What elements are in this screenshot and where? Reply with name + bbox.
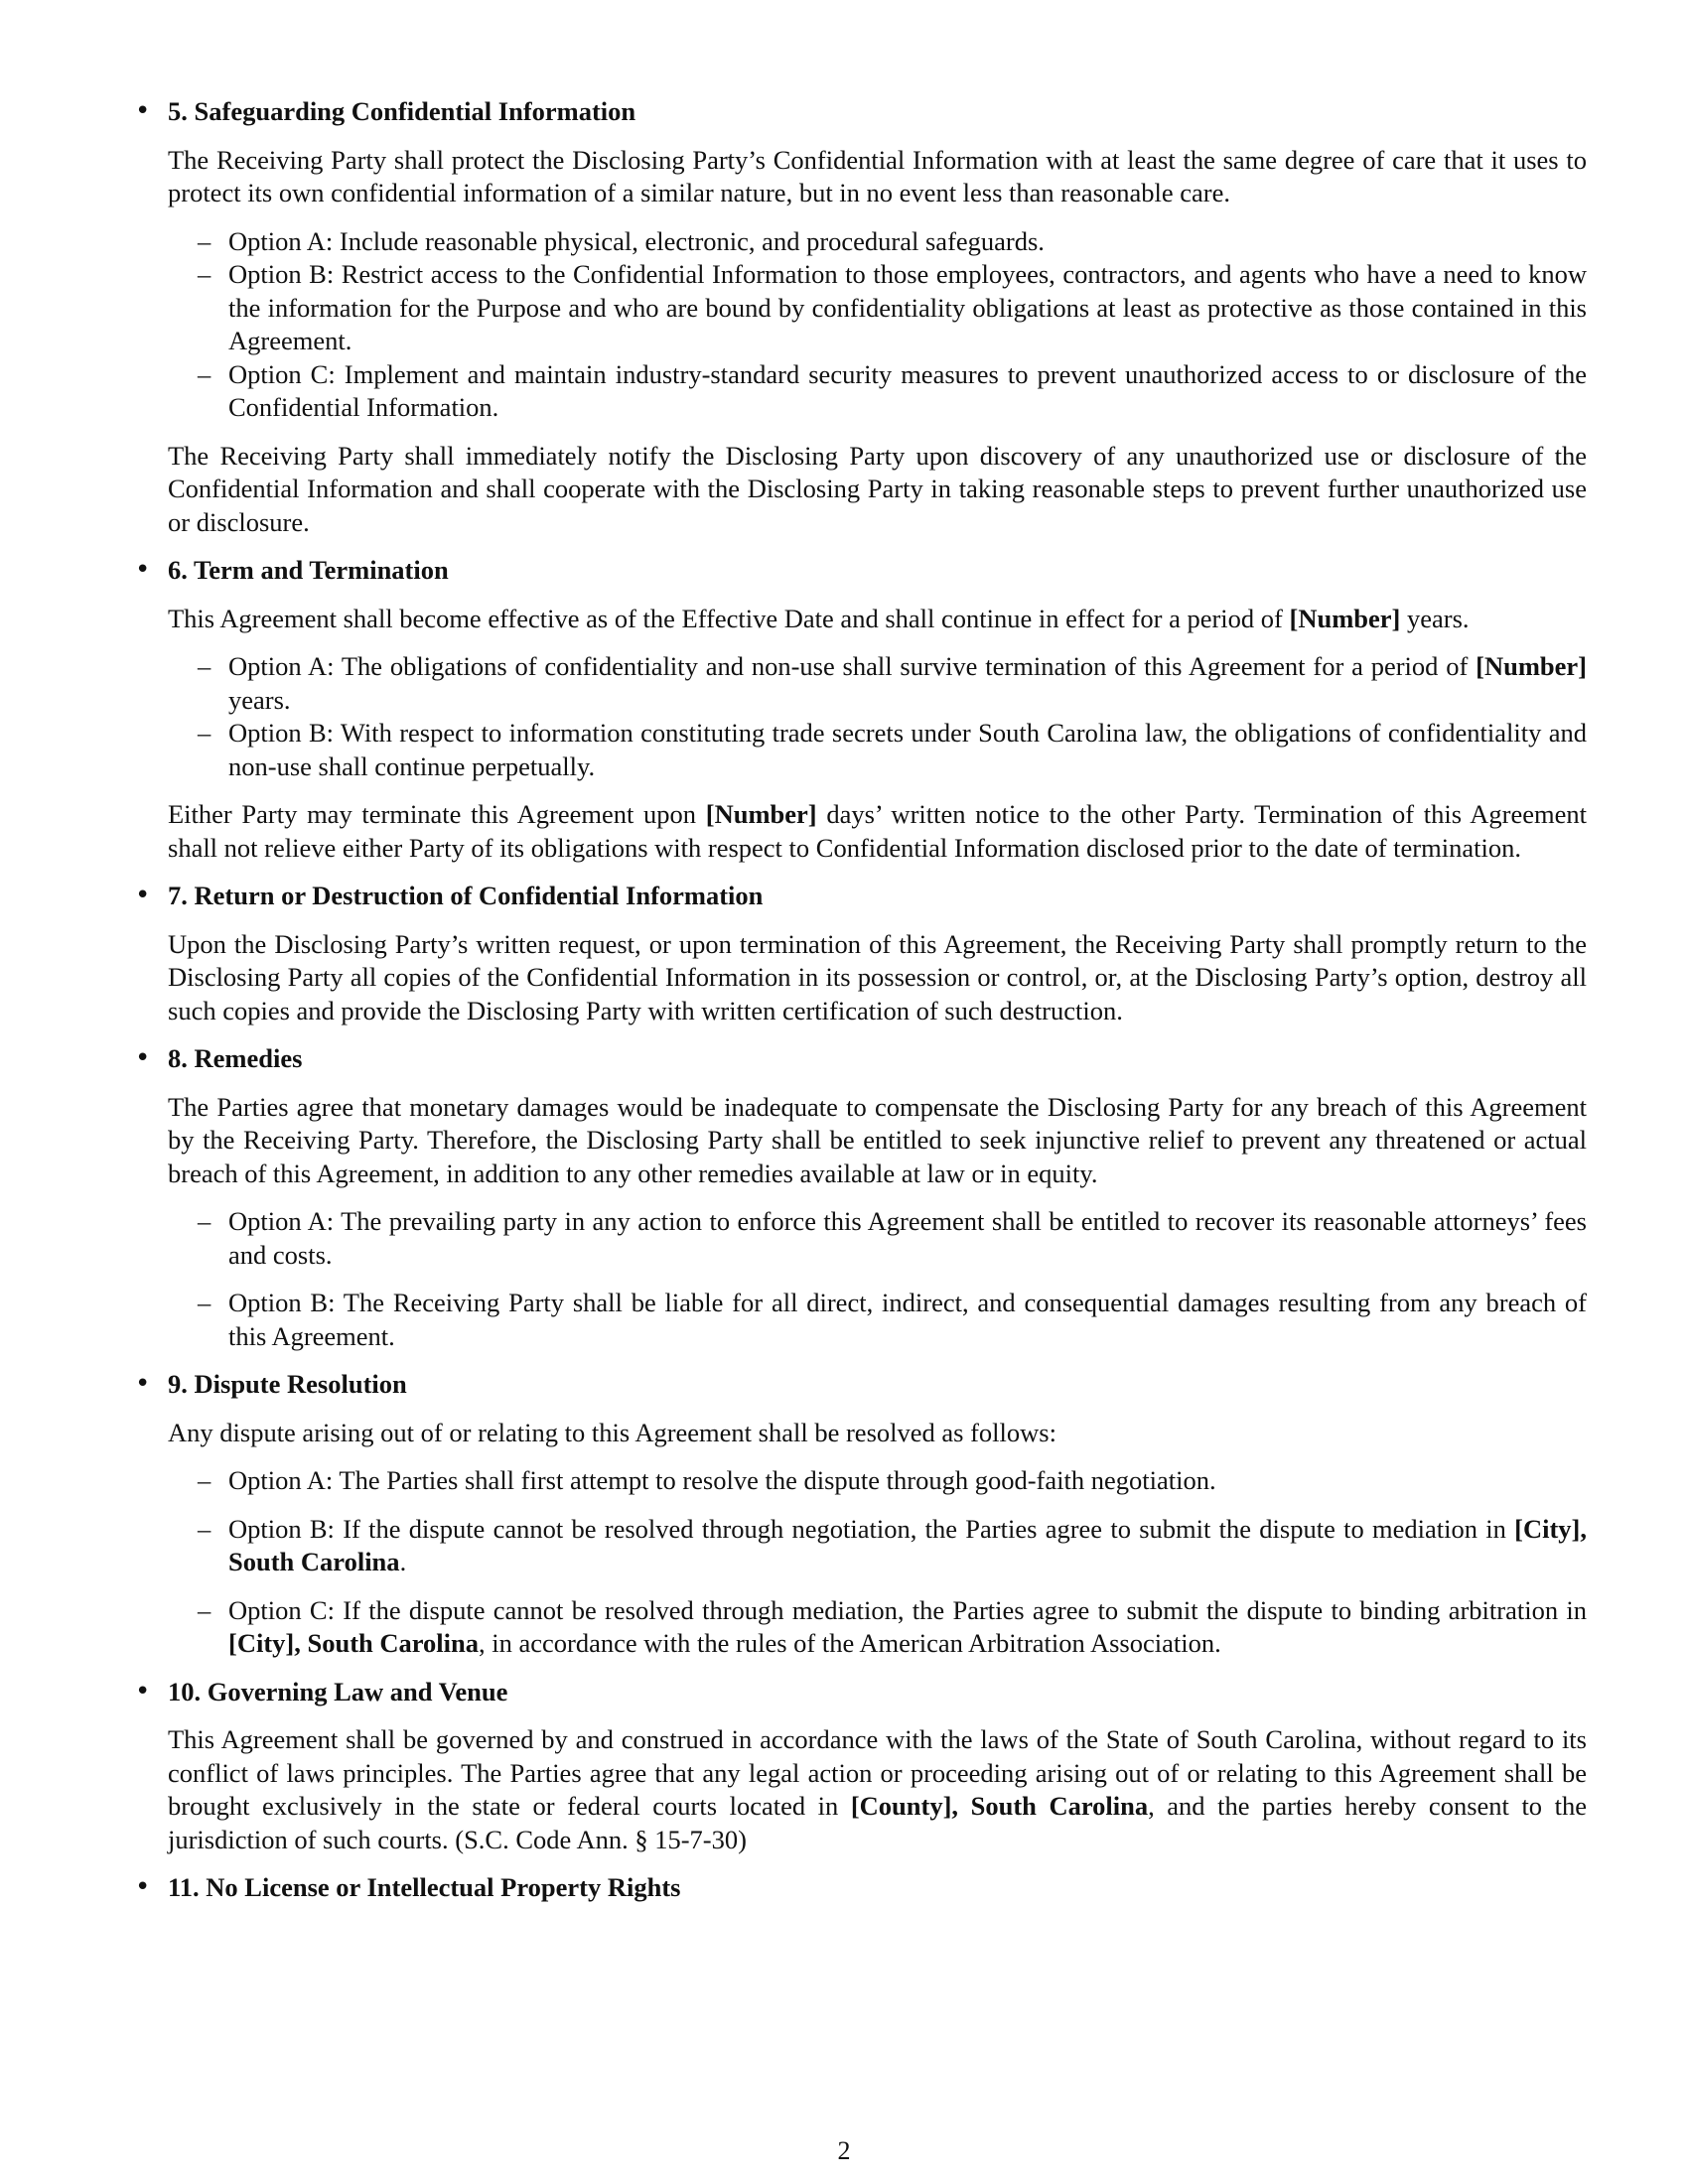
section-paragraph xyxy=(168,1723,1587,1856)
text-run: days’ written notice to the other Party. Termination of this Agreement shall not relieve either Party of its obligations with respect to Confidential Information disclosed prior to the date of termination. xyxy=(168,799,1587,863)
option-item xyxy=(168,717,1587,783)
placeholder-county: [County], South Carolina xyxy=(850,1791,1149,1821)
dash-icon: – xyxy=(198,225,211,256)
option-item xyxy=(168,258,1587,358)
text-run: years. xyxy=(1400,603,1470,633)
text-run: This Agreement shall be governed by and construed in accordance with the laws of the State of South Carolina, without regard to its conflict of laws principles. The Parties agree that any legal action or proceeding arising out of or relating to this Agreement shall be brought exclusively in the state or federal courts located in xyxy=(168,1724,1587,1821)
placeholder-number: [Number] xyxy=(1476,651,1587,681)
section-heading: 8. Remedies xyxy=(168,1043,303,1073)
option-list xyxy=(168,1205,1587,1353)
option-item xyxy=(168,1513,1587,1579)
section-paragraph: The Parties agree that monetary damages would be inadequate to compensate the Disclosing Party for any breach of this Agreement by the Receiving Party. Therefore, the Disclosing Party shall be entitled to seek injunctive relief to prevent any threatened or actual breach of this Agreement, in addition to any other remedies available at law or in equity. xyxy=(168,1091,1587,1188)
option-text: Option B: With respect to information constituting trade secrets under South Carolina law, the obligations of confidentiality and non-use shall continue perpetually. xyxy=(228,718,1587,781)
text-run: . xyxy=(399,1547,407,1576)
text-run: Option A: The obligations of confidentiality and non-use shall survive termination of this Agreement for a period of xyxy=(228,651,1477,681)
text-run: , and the parties hereby consent to the jurisdiction of such courts. (S.C. Code Ann. § 15-7-30) xyxy=(168,1791,1587,1854)
bullet-icon: • xyxy=(135,96,151,126)
text-run: Option B: If the dispute cannot be resolved through negotiation, the Parties agree to submit the dispute to mediation in xyxy=(228,1513,1515,1544)
dash-icon: – xyxy=(198,718,211,748)
placeholder-city: [City], South Carolina xyxy=(228,1628,480,1658)
option-item xyxy=(168,650,1587,717)
section-paragraph: Upon the Disclosing Party’s written request, or upon termination of this Agreement, the Receiving Party shall promptly return to the Disclosing Party all copies of the Confidential Information in its possession or control, or, at the Disclosing Party’s option, destroy all such copies and provide the Disclosing Party with written certification of such destruction. xyxy=(168,928,1587,1025)
bullet-icon: • xyxy=(135,1369,151,1399)
option-list xyxy=(168,1464,1587,1661)
dash-icon: – xyxy=(198,1288,211,1317)
section-11 xyxy=(135,1871,1587,1905)
bullet-icon: • xyxy=(135,1676,151,1706)
option-text: Option B: Restrict access to the Confidential Information to those employees, contractors, and agents who have a need to know the information for the Purpose and who are bound by confidentiality obligations at least as protective as those contained in this Agreement. xyxy=(228,259,1587,355)
bullet-icon: • xyxy=(135,881,151,910)
placeholder-number: [Number] xyxy=(705,799,817,829)
section-paragraph: Any dispute arising out of or relating to this Agreement shall be resolved as follows: xyxy=(168,1417,1056,1447)
option-list xyxy=(168,650,1587,783)
option-item xyxy=(168,225,1587,259)
bullet-icon: • xyxy=(135,1043,151,1073)
section-paragraph xyxy=(168,603,1587,636)
section-7 xyxy=(135,880,1587,1027)
dash-icon: – xyxy=(198,358,211,389)
option-text: Option A: Include reasonable physical, electronic, and procedural safeguards. xyxy=(228,225,1045,256)
bullet-icon: • xyxy=(135,1872,151,1902)
text-run: Either Party may terminate this Agreement upon xyxy=(168,799,706,829)
text-run: Option C: If the dispute cannot be resolved through mediation, the Parties agree to submit the dispute to binding arbitration in xyxy=(228,1594,1587,1625)
placeholder-city: [City], South Carolina xyxy=(228,1513,1587,1576)
option-text: Option A: The prevailing party in any action to enforce this Agreement shall be entitled to recover its reasonable attorneys’ fees and costs. xyxy=(228,1206,1587,1270)
section-heading: 11. No License or Intellectual Property Rights xyxy=(168,1872,681,1902)
section-heading: 6. Term and Termination xyxy=(168,555,449,585)
text-run: years. xyxy=(228,684,291,715)
document-page xyxy=(135,95,1587,1920)
option-item xyxy=(168,1594,1587,1661)
dash-icon: – xyxy=(198,1513,211,1544)
dash-icon: – xyxy=(198,1465,211,1495)
option-item xyxy=(168,1205,1587,1272)
dash-icon: – xyxy=(198,651,211,681)
option-item xyxy=(168,1287,1587,1353)
option-text: Option B: The Receiving Party shall be liable for all direct, indirect, and consequential damages resulting from any breach of this Agreement. xyxy=(228,1288,1587,1351)
section-heading: 5. Safeguarding Confidential Information xyxy=(168,96,636,126)
option-text: Option C: Implement and maintain industry-standard security measures to prevent unauthorized access to or disclosure of the Confidential Information. xyxy=(228,358,1587,422)
section-heading: 10. Governing Law and Venue xyxy=(168,1676,508,1706)
dash-icon: – xyxy=(198,1594,211,1625)
section-heading: 9. Dispute Resolution xyxy=(168,1369,407,1399)
bullet-icon: • xyxy=(135,555,151,585)
option-list xyxy=(168,225,1587,425)
dash-icon: – xyxy=(198,1206,211,1236)
section-10 xyxy=(135,1676,1587,1857)
option-text: Option A: The Parties shall first attempt to resolve the dispute through good-faith negotiation. xyxy=(228,1465,1216,1495)
section-5 xyxy=(135,95,1587,539)
section-heading: 7. Return or Destruction of Confidential Information xyxy=(168,881,764,910)
text-run: , in accordance with the rules of the American Arbitration Association. xyxy=(479,1628,1221,1658)
option-item xyxy=(168,1464,1587,1498)
section-paragraph: The Receiving Party shall immediately notify the Disclosing Party upon discovery of any unauthorized use or disclosure of the Confidential Information and shall cooperate with the Disclosing Party in taking reasonable steps to prevent further unauthorized use or disclosure. xyxy=(168,440,1587,537)
page-number: 2 xyxy=(837,2136,851,2165)
section-8 xyxy=(135,1042,1587,1353)
placeholder-number: [Number] xyxy=(1289,603,1401,633)
text-run: This Agreement shall become effective as of the Effective Date and shall continue in effect for a period of xyxy=(168,603,1290,633)
section-6 xyxy=(135,554,1587,865)
section-paragraph: The Receiving Party shall protect the Disclosing Party’s Confidential Information with at least the same degree of care that it uses to protect its own confidential information of a similar nature, but in no event less than reasonable care. xyxy=(168,144,1587,207)
section-9 xyxy=(135,1368,1587,1661)
dash-icon: – xyxy=(198,259,211,289)
option-item xyxy=(168,358,1587,425)
section-paragraph xyxy=(168,798,1587,865)
